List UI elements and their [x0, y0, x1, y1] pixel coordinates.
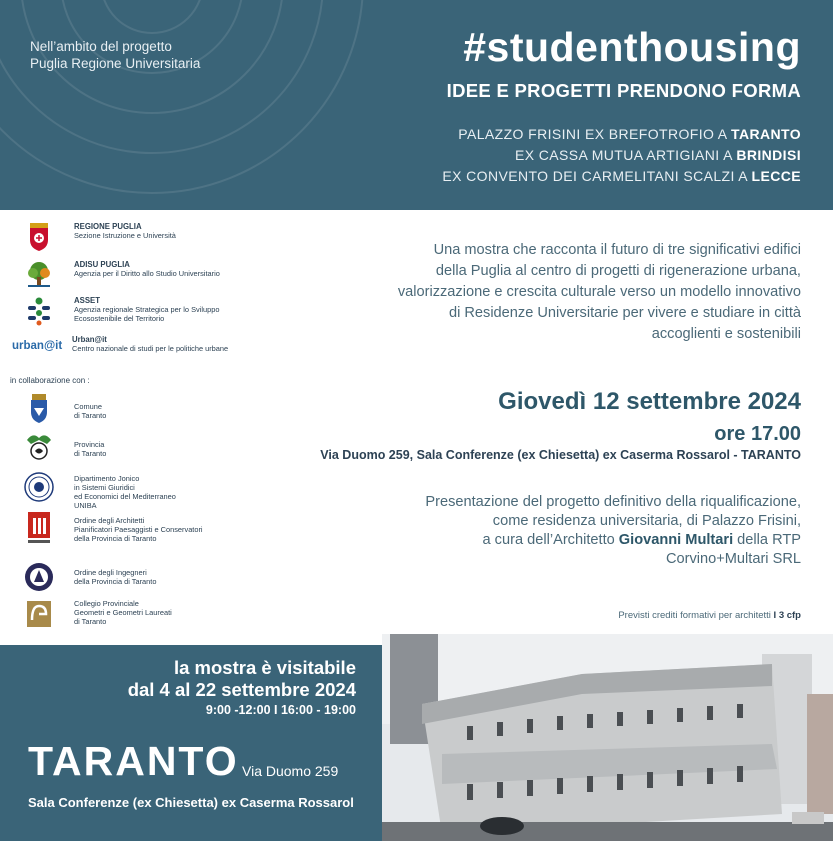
organizer-asset: ASSET Agenzia regionale Strategica per lo Sviluppo Ecosostenibile del Territorio [22, 296, 219, 326]
venue-city: TARANTO [731, 126, 801, 142]
exhibition-hours: 9:00 -12:00 I 16:00 - 19:00 [205, 703, 356, 717]
collaboration-label: in collaborazione con : [10, 376, 90, 385]
exhibition-dates: dal 4 al 22 settembre 2024 [127, 679, 356, 700]
exhibition-venue: Sala Conferenze (ex Chiesetta) ex Caserma Rossarol [28, 795, 354, 810]
exhibition-line: la mostra è visitabile [173, 657, 356, 678]
geometri-logo-icon [22, 599, 56, 629]
event-date: Giovedì 12 settembre 2024 [498, 388, 801, 415]
header-banner [0, 0, 833, 210]
venues-list [442, 124, 801, 187]
exhibition-description: Una mostra che racconta il futuro di tre significativi edifici della Puglia al centro di progetti di rigenerazione urbana, valorizzazione e crescita culturale verso un modello innovativo di Residenze Universitarie per vivere e studiare in città accoglienti e sostenibili [397, 242, 801, 342]
architect-name: Giovanni Multari [618, 532, 734, 548]
intro-line: Puglia Regione Universitaria [30, 56, 201, 71]
intro-line: Nell’ambito del progetto [30, 39, 172, 54]
partner-ordine-architetti: Ordine degli Architetti Pianificatori Paesaggisti e Conservatori della Provincia di Taranto [22, 514, 203, 544]
organizer-regione-puglia: REGIONE PUGLIA Sezione Istruzione e Università [22, 222, 176, 252]
venue-city: BRINDISI [736, 147, 801, 163]
venue-line: EX CASSA MUTUA ARTIGIANI A BRINDISI [514, 147, 801, 163]
comune-taranto-crest-icon [22, 394, 56, 424]
credits-note: Previsti crediti formativi per architetti I 3 cfp [618, 610, 801, 621]
urbanit-logo-icon: urban@it [12, 340, 63, 352]
exhibition-info-box [0, 645, 382, 841]
page-subtitle: IDEE E PROGETTI PRENDONO FORMA [446, 80, 801, 101]
regione-puglia-crest-icon [22, 222, 56, 252]
project-intro [30, 38, 200, 72]
page-title: #studenthousing [463, 24, 801, 70]
event-time: ore 17.00 [714, 423, 801, 445]
presentation-text: Presentazione del progetto definitivo della riqualificazione, come residenza universitaria, di Palazzo Frisini, a cura dell’Architetto Giovanni Multari della RTP Corvino+Multari SRL [425, 494, 801, 567]
venue-city: LECCE [751, 168, 801, 184]
partner-collegio-geometri: Collegio Provinciale Geometri e Geometri Laureati di Taranto [22, 599, 172, 629]
exhibition-city: TARANTO [28, 738, 239, 784]
architetti-logo-icon [22, 514, 56, 544]
organizer-adisu-puglia: ADISU PUGLIA Agenzia per il Diritto allo Studio Universitario [22, 260, 220, 290]
partner-comune-taranto: Comune di Taranto [22, 394, 106, 424]
building-render-image [382, 634, 833, 841]
exhibition-address: Via Duomo 259 [242, 763, 339, 779]
partner-ordine-ingegneri: Ordine degli Ingegneri della Provincia di Taranto [22, 562, 156, 592]
event-address: Via Duomo 259, Sala Conferenze (ex Chiesetta) ex Caserma Rossarol - TARANTO [320, 448, 801, 462]
partner-uniba: Dipartimento Jonico in Sistemi Giuridici ed Economici del Mediterraneo UNIBA [22, 472, 176, 510]
adisu-tree-icon [22, 260, 56, 290]
provincia-taranto-crest-icon [22, 432, 56, 462]
organizer-urbanit: urban@it Urban@it Centro nazionale di studi per le politiche urbane [12, 335, 229, 353]
uniba-seal-icon [22, 472, 56, 502]
credits-value: 3 cfp [778, 610, 801, 621]
partner-provincia-taranto: Provincia di Taranto [22, 432, 106, 462]
venue-line: EX CONVENTO DEI CARMELITANI SCALZI A LECCE [442, 168, 801, 184]
asset-logo-icon [22, 296, 56, 326]
venue-line: PALAZZO FRISINI EX BREFOTROFIO A TARANTO [458, 126, 801, 142]
ingegneri-logo-icon [22, 562, 56, 592]
